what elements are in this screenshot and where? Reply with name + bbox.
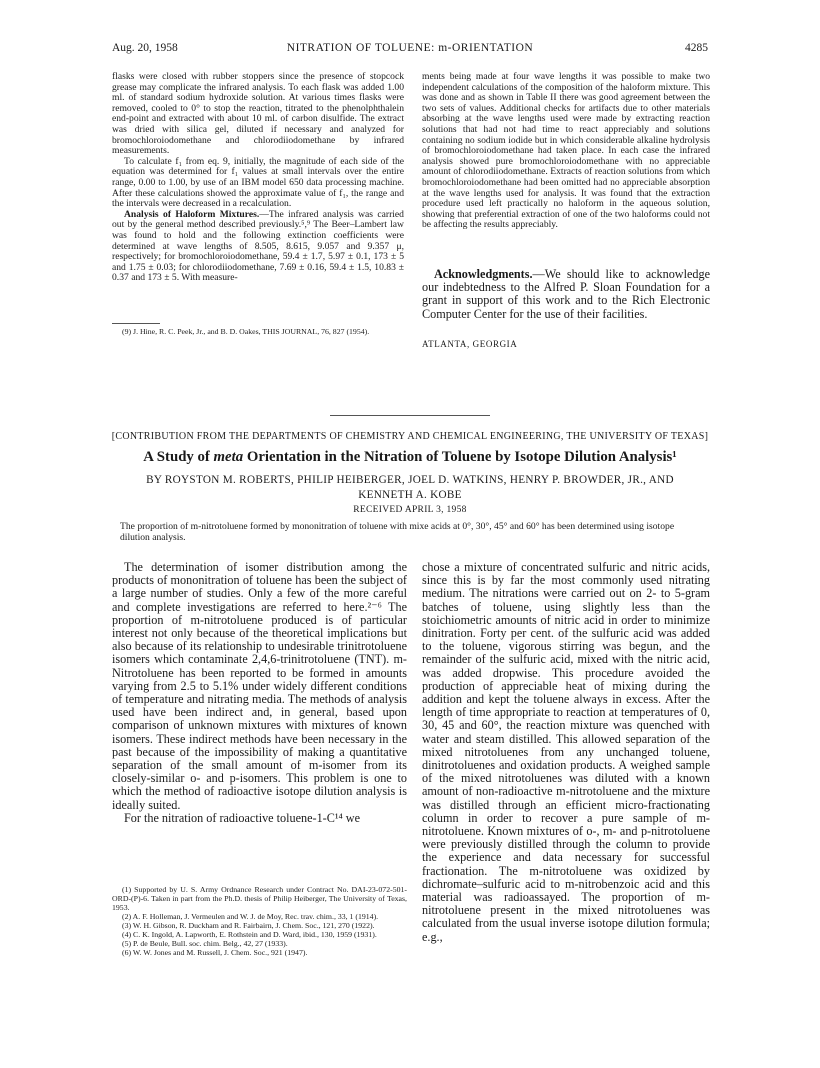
body-left-column xyxy=(112,561,407,825)
footnote: (9) J. Hine, R. C. Peek, Jr., and B. D. Oakes, THIS JOURNAL, 76, 827 (1954). xyxy=(122,327,370,336)
footnote: (5) P. de Beule, Bull. soc. chim. Belg., 42, 27 (1933). xyxy=(122,939,288,948)
header-running-title: NITRATION OF TOLUENE: m-ORIENTATION xyxy=(286,42,534,54)
abstract: The proportion of m-nitrotoluene formed by mononitration of toluene with mixe acids at 0°, 30°, 45° and 60° has been determined using isotope dilution analysis. xyxy=(120,521,675,543)
header-date: Aug. 20, 1958 xyxy=(112,42,178,54)
body-right-column xyxy=(422,561,710,944)
footnote: (3) W. H. Gibson, R. Duckham and R. Fairbairn, J. Chem. Soc., 121, 270 (1922). xyxy=(122,921,375,930)
section-heading: Analysis of Haloform Mixtures. xyxy=(124,208,260,220)
paragraph-text: —The infrared analysis was carried out by the general method described previously.⁵,⁹ The Beer–Lambert law was found to hold and the following extinction coefficients were determined at wave lengths of 8.505, 8.615, 9.057 and 9.357 μ, respectively; for bromochloroiodomethane, 59.4 ± 1.7, 5.97 ± 0.1, 173 ± 5 and 1.75 ± 0.03; for chlorodiiodomethane, 7.69 ± 0.16, 59.4 ± 1.5, 10.83 ± 0.37 and 173 ± 5. With measure- xyxy=(112,208,404,284)
footnote: (6) W. W. Jones and M. Russell, J. Chem. Soc., 921 (1947). xyxy=(122,948,308,957)
paragraph xyxy=(422,268,710,321)
article-title xyxy=(80,449,740,466)
acknowledgments xyxy=(422,268,710,321)
top-left-footnotes xyxy=(112,327,404,336)
contribution-line: [CONTRIBUTION FROM THE DEPARTMENTS OF CHEMISTRY AND CHEMICAL ENGINEERING, THE UNIVERSITY OF TEXAS] xyxy=(111,431,709,442)
authors-line: BY ROYSTON M. ROBERTS, PHILIP HEIBERGER, JOEL D. WATKINS, HENRY P. BROWDER, JR., AND xyxy=(146,474,674,486)
paragraph: flasks were closed with rubber stoppers since the presence of stopcock grease may complicate the infrared analysis. To each flask was added 1.00 ml. of standard sodium hydroxide solution. At various times flasks were removed, cooled to 0° to stop the reaction, titrated to the phenolphthalein end-point and extracted with about 10 ml. of carbon disulfide. The extract was dried with silica gel, diluted if necessary and analyzed for bromochloroiodomethane and chlorodiiodomethane by infrared measurements. xyxy=(112,71,404,157)
paragraph: To calculate f₁ from eq. 9, initially, the magnitude of each side of the equation was determined for f₁ values at small intervals over the entire range, 0.00 to 1.00, by use of an IBM model 650 data processing machine. After these calculations showed the approximate value of f₁, the range and the intervals were decreased in a recalculation. xyxy=(112,155,404,210)
location: ATLANTA, GEORGIA xyxy=(422,339,518,349)
top-left-column xyxy=(112,72,404,284)
title-text: A Study of xyxy=(143,449,214,465)
paragraph: chose a mixture of concentrated sulfuric and nitric acids, since this is by far the most commonly used nitrating medium. The nitrations were carried out on 2- to 5-gram batches of toluene, using slightly less than the stoichiometric amounts of nitric acid in order to minimize dinitration. Forty per cent. of the sulfuric acid was added to the toluene, vigorous stirring was begun, and the remainder of the sulfuric acid, mixed with the nitric acid, was added dropwise. This procedure avoided the production of appreciable heat of mixing during the addition and kept the toluene always in excess. After the length of time appropriate to reaction at temperatures of 0, 30, 45 and 60°, the reaction mixture was quenched with water and steam distilled. This allowed separation of the mixed nitrotoluenes from any unchanged toluene, dinitrotoluenes and oxidation products. A weighed sample of the mixed nitrotoluenes was diluted with a known amount of non-radioactive m-nitrotoluene and the mixture was distilled through an efficient micro-fractionating column in order to recover a pure sample of m-nitrotoluene. Known mixtures of o-, m- and p-nitrotoluene were previously distilled through the column to provide the experience and data necessary for successful fractionation. The m-nitrotoluene was oxidized by dichromate–sulfuric acid to m-nitrobenzoic acid and this material was radioassayed. The proportion of m-nitrotoluene present in the mixed nitrotoluenes was calculated from the usual inverse isotope dilution formula; e.g., xyxy=(422,560,710,944)
received-date: RECEIVED APRIL 3, 1958 xyxy=(353,505,467,515)
paragraph xyxy=(112,210,404,284)
footnote-rule xyxy=(112,323,160,324)
footnote: (1) Supported by U. S. Army Ordnance Research under Contract No. DAI-23-072-501-ORD-(P)-6. Taken in part from the Ph.D. thesis of Philip Heiberger, The University of Texas, 1953. xyxy=(112,885,407,912)
section-divider xyxy=(330,415,490,416)
top-right-column xyxy=(422,72,710,231)
footnote: (2) A. F. Holleman, J. Vermeulen and W. J. de Moy, Rec. trav. chim., 33, 1 (1914). xyxy=(122,912,379,921)
authors xyxy=(80,473,740,503)
section-heading: Acknowledgments. xyxy=(434,267,533,281)
page-number: 4285 xyxy=(685,42,708,54)
authors-line: KENNETH A. KOBE xyxy=(358,489,462,501)
footnote: (4) C. K. Ingold, A. Lapworth, E. Rothstein and D. Ward, ibid., 130, 1959 (1931). xyxy=(122,930,377,939)
title-emphasis: meta xyxy=(213,449,244,465)
body-left-footnotes xyxy=(112,885,407,957)
paragraph-text: —We should like to acknowledge our indebtedness to the Alfred P. Sloan Foundation for a grant in support of this work and to the Rich Electronic Computer Center for the use of their facilities. xyxy=(422,267,710,321)
paragraph: The determination of isomer distribution among the products of mononitration of toluene has been the subject of a large number of studies. Only a few of the more careful and complete investigations are referred to here.²⁻⁶ The proportion of m-nitrotoluene produced is of particular interest not only because of the theoretical implications but also because of its relationship to undesirable trinitrotoluene isomers which contaminate 2,4,6-trinitrotoluene (TNT). m-Nitrotoluene has been reported to be formed in amounts varying from 2.5 to 5.1% under widely different conditions of temperature and nitrating media. The methods of analysis used have been indirect and, in general, based upon comparison of unknown mixtures with mixtures of known isomers. These indirect methods have been necessary in the past because of the impossibility of making a quantitative separation of the small amount of m-isomer from its closely-similar o- and p-isomers. This problem is one to which the method of radioactive isotope dilution analysis is ideally suited. xyxy=(112,560,407,812)
paragraph: ments being made at four wave lengths it was possible to make two independent calculations of the composition of the haloform mixture. This was done and as shown in Table II there was good agreement between the two sets of values. Additional checks for artifacts due to other materials absorbing at the wave lengths used were made by extracting reaction solutions that had not had time to react appreciably and solutions containing no sodium iodide but in which considerable alkaline hydrolysis of bromochloroiodomethane had taken place. In each case the infrared analysis showed pure bromochloroiodomethane with no appreciable amount of chlorodiiodomethane. Extracts of reaction solutions from which bromochloroiodomethane had been omitted had no appreciable absorption at the wave lengths used for analysis. It was found that the extraction procedure used left practically no haloform in the aqueous solution, showing that preferential extraction of one of the two haloforms could not be affecting the results appreciably. xyxy=(422,71,710,231)
title-text: Orientation in the Nitration of Toluene by Isotope Dilution Analysis¹ xyxy=(243,449,677,465)
running-header xyxy=(112,42,708,58)
paragraph: For the nitration of radioactive toluene-1-C¹⁴ we xyxy=(124,810,361,825)
